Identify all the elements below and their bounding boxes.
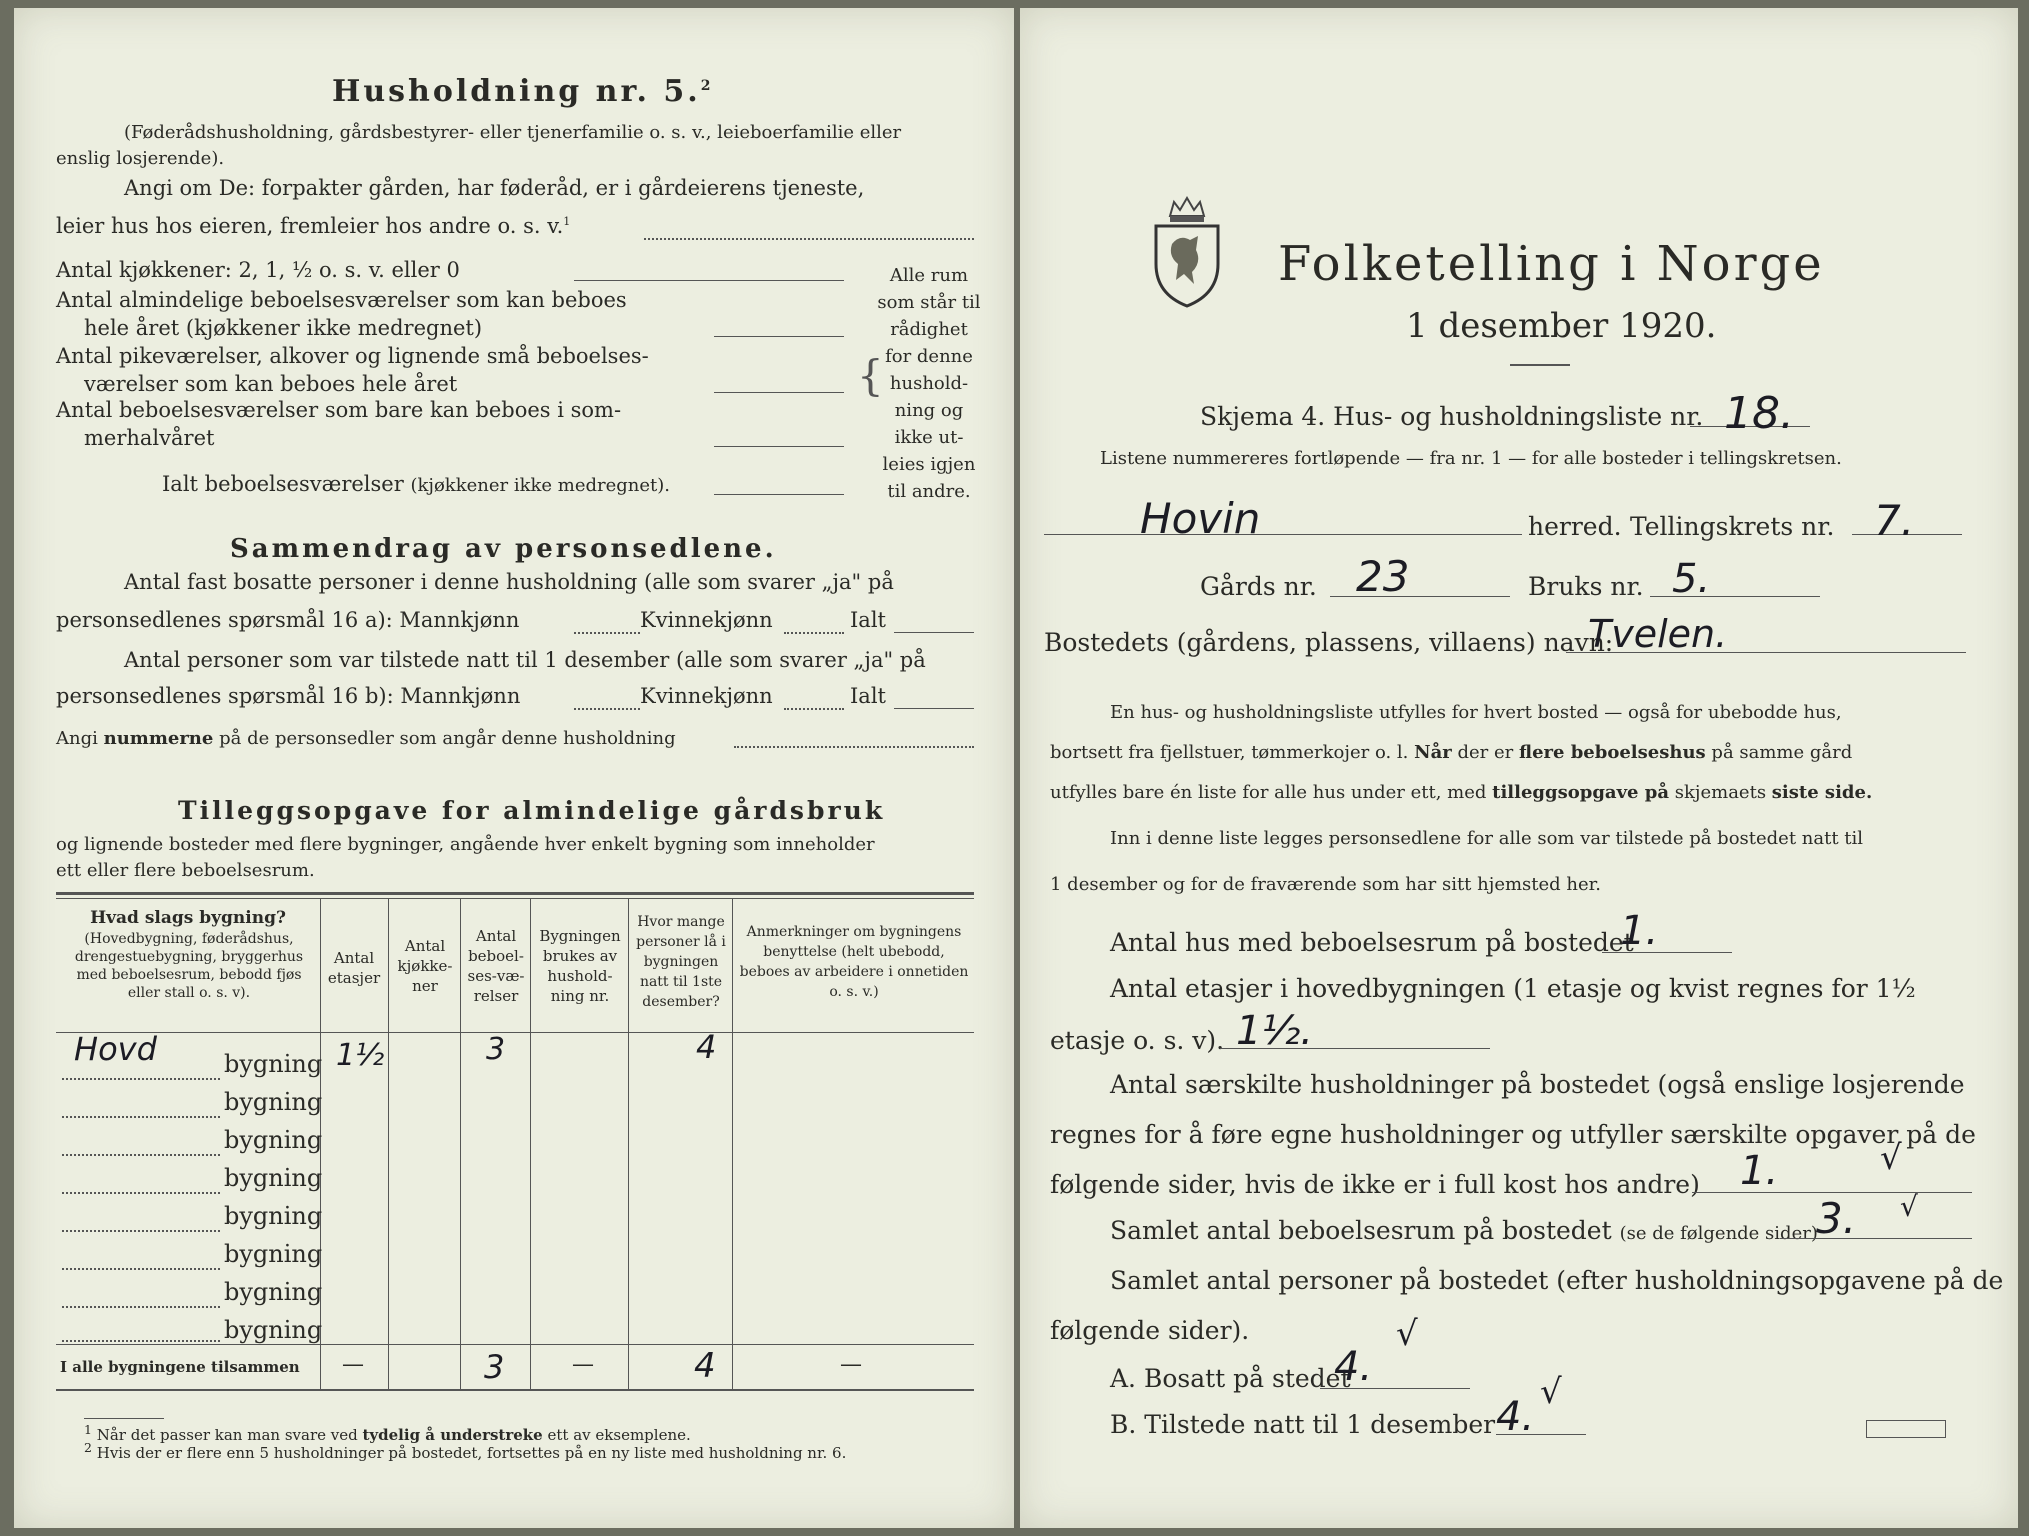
- herred-label: herred.: [1528, 512, 1622, 541]
- check-mark-icon: √: [1396, 1314, 1418, 1354]
- total-label: I alle bygningene tilsammen: [60, 1358, 300, 1376]
- ialt-rooms-label: Ialt beboelsesværelser (kjøkkener ikke medregnet).: [162, 472, 671, 496]
- total-beboelse: 3: [484, 1348, 505, 1386]
- row1-name: Hovd: [74, 1030, 157, 1068]
- herred-name: Hovin: [1140, 494, 1261, 543]
- total-personer: 4: [694, 1346, 716, 1386]
- th-type: Hvad slags bygning?: [90, 908, 286, 928]
- angi-text-2: leier hus hos eieren, fremleier hos andre o. s. v.$^1$: [56, 214, 571, 238]
- bruks-label: Bruks nr.: [1528, 572, 1644, 601]
- listene-note: Listene nummereres fortløpende — fra nr. 1 — for alle bosteder i tellingskretsen.: [1100, 448, 1842, 469]
- total-brukes: —: [572, 1352, 594, 1377]
- bygning-label-5: bygning: [224, 1202, 323, 1230]
- gards-nr: 23: [1356, 552, 1410, 601]
- instr-1: En hus- og husholdningsliste utfylles for hvert bosted — også for ubebodde hus,: [1110, 702, 1842, 723]
- pike-label-2: værelser som kan beboes hele året: [84, 372, 458, 396]
- th-brukes: Bygningen brukes av hushold-ning nr.: [539, 927, 621, 1005]
- fast-ialt-line: [894, 632, 974, 633]
- tilstede-kvinne-label: Kvinnekjønn: [640, 684, 773, 708]
- bosatt-label: A. Bosatt på stedet: [1110, 1364, 1351, 1393]
- bygning-label-7: bygning: [224, 1278, 323, 1306]
- etasjer-text-1: Antal etasjer i hovedbygningen (1 etasje og kvist regnes for 1½: [1110, 974, 1916, 1003]
- samlet-rum-label: Samlet antal beboelsesrum på bostedet (se de følgende sider): [1110, 1216, 1818, 1245]
- fast-kvinne-line: [784, 632, 844, 634]
- tilstede-text-1: Antal personer som var tilstede natt til 1 desember (alle som svarer „ja" på: [124, 648, 926, 672]
- bygning-label-6: bygning: [224, 1240, 323, 1268]
- sommer-label-1: Antal beboelsesværelser som bare kan beboes i som-: [56, 398, 622, 422]
- alm-line: [714, 336, 844, 337]
- bruks-nr: 5.: [1672, 556, 1711, 602]
- tilstede-mann-line: [574, 708, 640, 710]
- th-anm: Anmerkninger om bygningens benyttelse (helt ubebodd, beboes av arbeidere i onnetiden o. s. v.): [739, 924, 969, 1000]
- right-page: [1020, 8, 2018, 1528]
- tilstede-text-2: personsedlenes spørsmål 16 b): Mannkjønn: [56, 684, 521, 708]
- saerskilte-val: 1.: [1740, 1148, 1779, 1194]
- tellingskrets-label: Tellingskrets nr.: [1630, 512, 1835, 541]
- fast-text-1: Antal fast bosatte personer i denne husholdning (alle som svarer „ja" på: [124, 570, 894, 594]
- angi-nummer-line: [734, 746, 974, 748]
- angi-nummer: Angi nummerne på de personsedler som angår denne husholdning: [56, 728, 676, 749]
- alm-label-1: Antal almindelige beboelsesværelser som kan beboes: [56, 288, 627, 312]
- samlet-rum-val: 3.: [1816, 1194, 1857, 1243]
- household-note-2: enslig losjerende).: [56, 148, 225, 169]
- check-mark-icon: √: [1900, 1190, 1918, 1223]
- samlet-pers-text-1: Samlet antal personer på bostedet (efter husholdningsopgavene på de: [1110, 1266, 2004, 1295]
- household-title: Husholdning nr. 5.$^2$: [332, 74, 714, 109]
- bosted-label: Bostedets (gårdens, plassens, villaens) navn:: [1044, 628, 1614, 657]
- angi-text-1: Angi om De: forpakter gården, har føderåd, er i gårdeierens tjeneste,: [124, 176, 865, 200]
- instr-2: bortsett fra fjellstuer, tømmerkojer o. l. Når der er flere beboelseshus på samme gård: [1050, 742, 1853, 763]
- kjokkener-label: Antal kjøkkener: 2, 1, ½ o. s. v. eller 0: [56, 258, 460, 282]
- bygning-label-1: bygning: [224, 1050, 323, 1078]
- tilstede-label: B. Tilstede natt til 1 desember: [1110, 1410, 1496, 1439]
- household-note-1: (Føderådshusholdning, gårdsbestyrer- eller tjenerfamilie o. s. v., leieboerfamilie eller: [124, 122, 902, 143]
- th-personer: Hvor mange personer lå i bygningen natt til 1ste desember?: [636, 914, 726, 1010]
- samlet-pers-text-2: følgende sider).: [1050, 1316, 1250, 1345]
- tillegg-text-1: og lignende bosteder med flere bygninger, angående hver enkelt bygning som inneholder: [56, 834, 875, 855]
- coat-of-arms-icon: [1150, 194, 1224, 310]
- bygning-label-4: bygning: [224, 1164, 323, 1192]
- pike-label-1: Antal pikeværelser, alkover og lignende små beboelses-: [56, 344, 649, 368]
- tilstede-ialt-label: Ialt: [850, 684, 886, 708]
- row1-etasjer: 1½: [336, 1038, 385, 1073]
- fast-text-2: personsedlenes spørsmål 16 a): Mannkjønn: [56, 608, 520, 632]
- footnote-2: $^2$ Hvis der er flere enn 5 husholdninger på bostedet, fortsettes på en ny liste med husholdning nr. 6.: [84, 1440, 847, 1462]
- th-etasjer: Antal etasjer: [327, 949, 381, 987]
- bosatt-val: 4.: [1334, 1344, 1373, 1390]
- tilstede-ialt-line: [894, 708, 974, 709]
- tillegg-text-2: ett eller flere beboelsesrum.: [56, 860, 315, 881]
- bosted-name: Tvelen.: [1588, 612, 1728, 656]
- row1-personer: 4: [696, 1028, 717, 1066]
- etasjer-text-2: etasje o. s. v).: [1050, 1026, 1225, 1055]
- tilstede-kvinne-line: [784, 708, 844, 710]
- angi-answer-line: [644, 238, 974, 240]
- fast-mann-line: [574, 632, 640, 634]
- side-note: Alle rum som står til rådighet for denne hushold- ning og ikke ut- leies igjen til andre.: [877, 265, 981, 502]
- bygning-label-8: bygning: [224, 1316, 323, 1344]
- etasjer-val: 1½.: [1236, 1008, 1313, 1054]
- footnote-1: $^1$ Når det passer kan man svare ved tydelig å understreke ett av eksemplene.: [84, 1422, 691, 1444]
- alm-label-2: hele året (kjøkkener ikke medregnet): [84, 316, 483, 340]
- row1-beboelse: 3: [486, 1032, 506, 1067]
- skjema-label: Skjema 4. Hus- og husholdningsliste nr.: [1200, 402, 1704, 431]
- main-title: Folketelling i Norge: [1278, 236, 1825, 292]
- tellingskrets-nr: 7.: [1874, 496, 1915, 545]
- fast-kvinne-label: Kvinnekjønn: [640, 608, 773, 632]
- total-etasjer: —: [342, 1352, 364, 1377]
- instr-4: Inn i denne liste legges personsedlene for alle som var tilstede på bostedet natt til: [1110, 828, 1864, 849]
- tillegg-title: Tilleggsopgave for almindelige gårdsbruk: [178, 796, 886, 825]
- instr-5: 1 desember og for de fraværende som har sitt hjemsted her.: [1050, 874, 1601, 895]
- bygning-label-3: bygning: [224, 1126, 323, 1154]
- gards-label: Gårds nr.: [1200, 572, 1317, 601]
- brace: {: [857, 351, 884, 400]
- hus-val: 1.: [1620, 908, 1659, 954]
- fast-ialt-label: Ialt: [850, 608, 886, 632]
- tilstede-val: 4.: [1496, 1394, 1535, 1440]
- sommer-label-2: merhalvåret: [84, 426, 215, 450]
- th-type-note: (Hovedbygning, føderådshus, drengestuebygning, bryggerhus med beboelsesrum, bebodd fjøs eller stall o. s. v).: [74, 931, 304, 1001]
- summary-title: Sammendrag av personsedlene.: [230, 534, 777, 564]
- census-date: 1 desember 1920.: [1406, 306, 1717, 346]
- saerskilte-text-3: følgende sider, hvis de ikke er i full kost hos andre): [1050, 1170, 1700, 1199]
- check-mark-icon: √: [1540, 1372, 1562, 1412]
- saerskilte-text-1: Antal særskilte husholdninger på bostedet (også enslige losjerende: [1110, 1070, 1965, 1099]
- th-kjokkener: Antal kjøkke-ner: [397, 937, 453, 995]
- hus-label: Antal hus med beboelsesrum på bostedet: [1110, 928, 1634, 957]
- instr-3: utfylles bare én liste for alle hus under ett, med tilleggsopgave på skjemaets siste side.: [1050, 782, 1873, 803]
- sommer-line: [714, 446, 844, 447]
- left-page: [14, 8, 1014, 1528]
- bygning-label-2: bygning: [224, 1088, 323, 1116]
- total-anm: —: [840, 1352, 862, 1377]
- printer-stamp: [1866, 1420, 1946, 1438]
- check-mark-icon: √: [1880, 1138, 1902, 1178]
- pike-line: [714, 392, 844, 393]
- saerskilte-text-2: regnes for å føre egne husholdninger og utfyller særskilte opgaver på de: [1050, 1120, 1976, 1149]
- ialt-rooms-line: [714, 494, 844, 495]
- th-beboelse: Antal beboel-ses-væ-relser: [467, 927, 525, 1005]
- skjema-nr: 18.: [1724, 388, 1794, 439]
- kjokkener-line: [574, 280, 844, 281]
